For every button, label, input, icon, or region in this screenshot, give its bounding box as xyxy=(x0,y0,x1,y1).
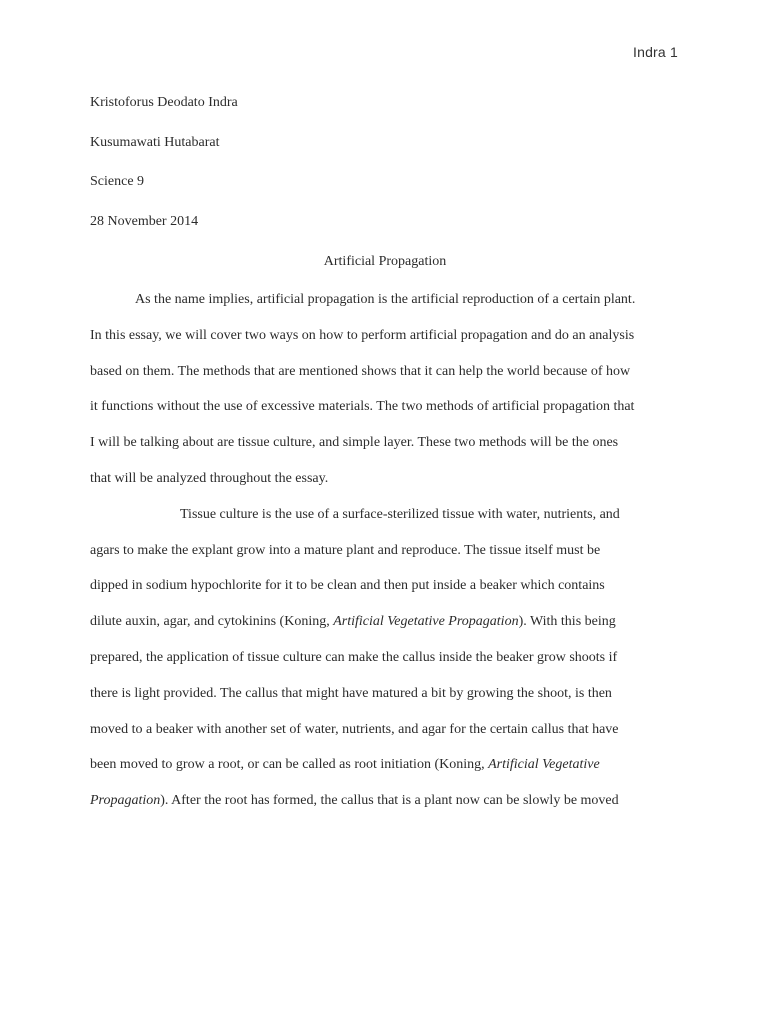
body-line xyxy=(90,612,690,632)
body-line xyxy=(90,433,690,453)
body-line xyxy=(90,755,690,775)
italic-citation: Propagation xyxy=(90,793,161,809)
text-run: As the name implies, artificial propagation is the artificial reproduction of a certain plant. xyxy=(135,292,636,307)
text-run: ). After the root has formed, the callus that is a plant now can be slowly be moved xyxy=(160,793,619,809)
text-run: moved to a beaker with another set of water, nutrients, and agar for the certain callus that have xyxy=(90,721,619,737)
body-line xyxy=(90,648,690,668)
text-run: prepared, the application of tissue culture can make the callus inside the beaker grow shoots if xyxy=(90,650,618,665)
body-line xyxy=(90,684,690,704)
text-run: dilute auxin, agar, and cytokinins (Koning, xyxy=(90,614,334,630)
text-run: dipped in sodium hypochlorite for it to be clean and then put inside a beaker which contains xyxy=(90,578,605,594)
body-line xyxy=(90,362,690,382)
body-line xyxy=(90,290,735,310)
running-head: Indra 1 xyxy=(633,44,678,60)
text-run: agars to make the explant grow into a mature plant and reproduce. The tissue itself must be xyxy=(90,542,601,558)
text-run: based on them. The methods that are mentioned shows that it can help the world because of how xyxy=(90,363,631,379)
text-run: ). With this being xyxy=(518,614,616,630)
mla-header xyxy=(90,93,680,252)
italic-citation: Artificial Vegetative xyxy=(488,757,600,773)
essay-date: 28 November 2014 xyxy=(90,214,199,230)
body-line xyxy=(90,576,690,596)
text-run: there is light provided. The callus that might have matured a bit by growing the shoot, is then xyxy=(90,685,612,701)
body-line xyxy=(90,469,690,489)
text-run: I will be talking about are tissue culture, and simple layer. These two methods will be the ones xyxy=(90,435,619,451)
text-run: In this essay, we will cover two ways on how to perform artificial propagation and do an analysis xyxy=(90,327,635,343)
author-name: Kristoforus Deodato Indra xyxy=(90,95,238,110)
text-run: that will be analyzed throughout the essay. xyxy=(90,471,329,486)
body-line xyxy=(90,397,690,417)
italic-citation: Artificial Vegetative Propagation xyxy=(333,614,519,630)
text-run: Tissue culture is the use of a surface-sterilized tissue with water, nutrients, and xyxy=(180,506,620,522)
body-line xyxy=(90,720,690,740)
body-line xyxy=(90,541,690,561)
course-name: Science 9 xyxy=(90,174,145,190)
body-line xyxy=(90,791,690,811)
body-line xyxy=(90,505,768,525)
essay-title: Artificial Propagation xyxy=(323,254,447,269)
text-run: it functions without the use of excessive materials. The two methods of artificial propagation that xyxy=(90,399,635,415)
text-run: been moved to grow a root, or can be called as root initiation (Koning, xyxy=(90,757,489,773)
body-line xyxy=(90,326,690,346)
teacher-name: Kusumawati Hutabarat xyxy=(90,134,220,150)
